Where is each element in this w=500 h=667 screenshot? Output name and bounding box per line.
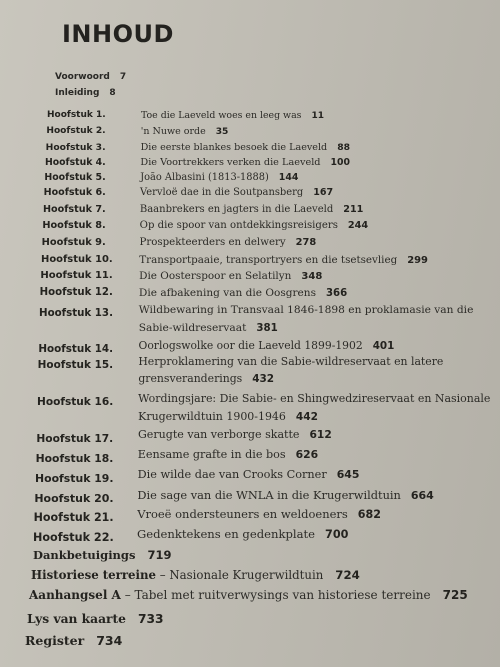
chapter-title-line xyxy=(138,468,360,481)
chapter-label: Hoofstuk 12. xyxy=(39,287,113,298)
chapter-title-text: Gedenktekens en gedenkplate xyxy=(137,527,316,541)
chapter-title-text: Die Voortrekkers verken die Laeveld xyxy=(140,157,321,168)
chapter-label: Hoofstuk 17. xyxy=(36,432,114,445)
chapter-title-line xyxy=(138,392,490,405)
chapter-title-line xyxy=(139,321,278,334)
chapter-title-line xyxy=(139,237,316,248)
chapter-title-line xyxy=(141,126,229,137)
back-matter-label: Historiese terreine xyxy=(31,568,156,582)
chapter-label: Hoofstuk 2. xyxy=(46,126,106,136)
page-number: 645 xyxy=(336,468,360,481)
chapter-title-line xyxy=(140,204,363,215)
chapter-title-text: Die eerste blankes besoek die Laeveld xyxy=(140,142,328,153)
page-number: 626 xyxy=(295,448,319,461)
chapter-title-line xyxy=(137,507,381,521)
chapter-title-text: Vroeë ondersteuners en weldoeners xyxy=(137,507,348,521)
chapter-title-line xyxy=(141,110,324,121)
chapter-label: Hoofstuk 19. xyxy=(35,472,114,485)
chapter-label: Hoofstuk 9. xyxy=(41,237,106,248)
page-number: 8 xyxy=(109,88,116,98)
chapter-title-line xyxy=(137,527,348,541)
chapter-title-text: 'n Nuwe orde xyxy=(140,126,206,137)
chapter-title-text: Sabie-wildreservaat xyxy=(138,321,247,334)
page-number: 442 xyxy=(295,411,318,423)
chapter-label: Hoofstuk 21. xyxy=(33,511,114,524)
chapter-title-text: Die wilde dae van Crooks Corner xyxy=(137,468,327,481)
chapter-title-text: Krugerwildtuin 1900-1946 xyxy=(138,410,286,423)
back-matter-item xyxy=(25,633,122,648)
page-number: 366 xyxy=(326,288,348,299)
chapter-title-text: Die afbakening van die Oosgrens xyxy=(138,287,316,299)
chapter-title-line xyxy=(139,287,347,299)
chapter-title-text: Gerugte van verborge skatte xyxy=(137,428,300,441)
page-number: 700 xyxy=(325,528,349,541)
front-matter-label: Inleiding xyxy=(55,88,100,98)
back-matter-item xyxy=(31,568,360,582)
front-matter-item xyxy=(55,88,116,98)
page-number: 299 xyxy=(407,255,428,266)
back-matter-label: Lys van kaarte xyxy=(27,611,126,626)
chapter-title-line xyxy=(139,303,474,316)
chapter-title-line xyxy=(138,355,443,368)
page-number: 682 xyxy=(357,508,381,521)
chapter-label: Hoofstuk 14. xyxy=(38,343,114,355)
chapter-label: Hoofstuk 4. xyxy=(45,157,106,168)
chapter-title-line xyxy=(140,157,350,168)
chapter-title-text: Prospekteerders en delwery xyxy=(139,237,286,248)
chapter-title-text: Op die spoor van ontdekkingsreisigers xyxy=(139,220,338,231)
back-matter-item xyxy=(33,548,171,562)
chapter-label: Hoofstuk 8. xyxy=(42,220,106,231)
page-number: 144 xyxy=(278,172,299,183)
chapter-title-text: Wildbewaring in Transvaal 1846-1898 en proklamasie van die xyxy=(138,303,474,316)
page-number: 244 xyxy=(347,220,369,231)
chapter-label: Hoofstuk 6. xyxy=(43,187,106,198)
chapter-label: Hoofstuk 11. xyxy=(40,270,113,281)
page-number: 719 xyxy=(147,548,172,562)
back-matter-subtitle: – Nasionale Krugerwildtuin xyxy=(156,568,324,582)
chapter-title-line xyxy=(138,428,332,441)
chapter-title-text: grensveranderings xyxy=(138,372,243,385)
chapter-title-line xyxy=(139,270,322,282)
chapter-title-line xyxy=(137,488,433,502)
chapter-title-text: Eensame grafte in die bos xyxy=(137,448,286,461)
page-number: 211 xyxy=(343,204,364,215)
chapter-label: Hoofstuk 7. xyxy=(43,204,106,215)
back-matter-label: Register xyxy=(25,633,85,648)
chapter-title-line xyxy=(141,142,350,153)
chapter-title-text: Vervloë dae in die Soutpansberg xyxy=(140,187,304,198)
page-number: 35 xyxy=(215,127,229,137)
chapter-title-text: Toe die Laeveld woes en leeg was xyxy=(141,110,302,121)
page-number: 88 xyxy=(337,142,350,153)
chapter-label: Hoofstuk 18. xyxy=(35,452,114,465)
page-number: 401 xyxy=(372,340,395,352)
page-number: 381 xyxy=(256,322,278,334)
page-number: 432 xyxy=(252,373,275,385)
chapter-title-line xyxy=(139,254,428,266)
chapter-title-text: João Albasini (1813-1888) xyxy=(140,172,269,183)
page-number: 724 xyxy=(335,568,360,582)
chapter-label: Hoofstuk 15. xyxy=(37,359,114,371)
page-number: 7 xyxy=(119,72,127,82)
page-number: 167 xyxy=(313,187,334,198)
chapter-title-text: Die Oosterspoor en Selatilyn xyxy=(139,270,292,282)
back-matter-label: Aanhangsel A xyxy=(29,588,121,602)
chapter-title-line xyxy=(140,172,298,183)
chapter-title-line xyxy=(138,372,274,385)
page-number: 612 xyxy=(309,428,332,441)
page-number: 11 xyxy=(311,111,325,121)
page-title: INHOUD xyxy=(62,20,174,48)
chapter-label: Hoofstuk 16. xyxy=(37,396,114,408)
page-number: 734 xyxy=(96,633,123,648)
chapter-title-line xyxy=(140,187,333,198)
page-number: 664 xyxy=(410,489,434,502)
chapter-title-text: Herproklamering van die Sabie-wildreservaat en latere xyxy=(138,355,444,368)
page-number: 348 xyxy=(301,271,323,282)
chapter-title-text: Baanbrekers en jagters in die Laeveld xyxy=(139,204,334,215)
chapter-title-line xyxy=(140,220,369,231)
chapter-label: Hoofstuk 1. xyxy=(47,110,106,120)
back-matter-item xyxy=(29,588,468,602)
chapter-label: Hoofstuk 3. xyxy=(45,142,106,153)
chapter-label: Hoofstuk 5. xyxy=(44,172,106,183)
chapter-title-line xyxy=(138,410,318,423)
chapter-title-line xyxy=(139,339,395,352)
page-number: 278 xyxy=(295,237,317,248)
back-matter-label: Dankbetuigings xyxy=(33,548,136,562)
page-number: 733 xyxy=(137,612,164,626)
chapter-title-text: Oorlogswolke oor die Laeveld 1899-1902 xyxy=(138,339,363,352)
chapter-title-line xyxy=(138,448,318,461)
chapter-label: Hoofstuk 13. xyxy=(39,307,113,319)
back-matter-item xyxy=(27,611,164,626)
page-number: 725 xyxy=(442,588,468,602)
chapter-label: Hoofstuk 10. xyxy=(41,254,113,265)
chapter-title-text: Die sage van die WNLA in die Krugerwildtuin xyxy=(137,488,401,502)
chapter-title-text: Wordingsjare: Die Sabie- en Shingwedzireservaat en Nasionale xyxy=(138,392,491,405)
chapter-label: Hoofstuk 20. xyxy=(34,492,114,505)
front-matter-item xyxy=(55,72,126,82)
chapter-title-text: Transportpaaie, transportryers en die tsetsevlieg xyxy=(139,254,398,266)
back-matter-subtitle: – Tabel met ruitverwysings van historiese terreine xyxy=(120,588,431,602)
front-matter-label: Voorwoord xyxy=(55,72,110,82)
page-number: 100 xyxy=(330,157,350,168)
chapter-label: Hoofstuk 22. xyxy=(33,531,114,544)
